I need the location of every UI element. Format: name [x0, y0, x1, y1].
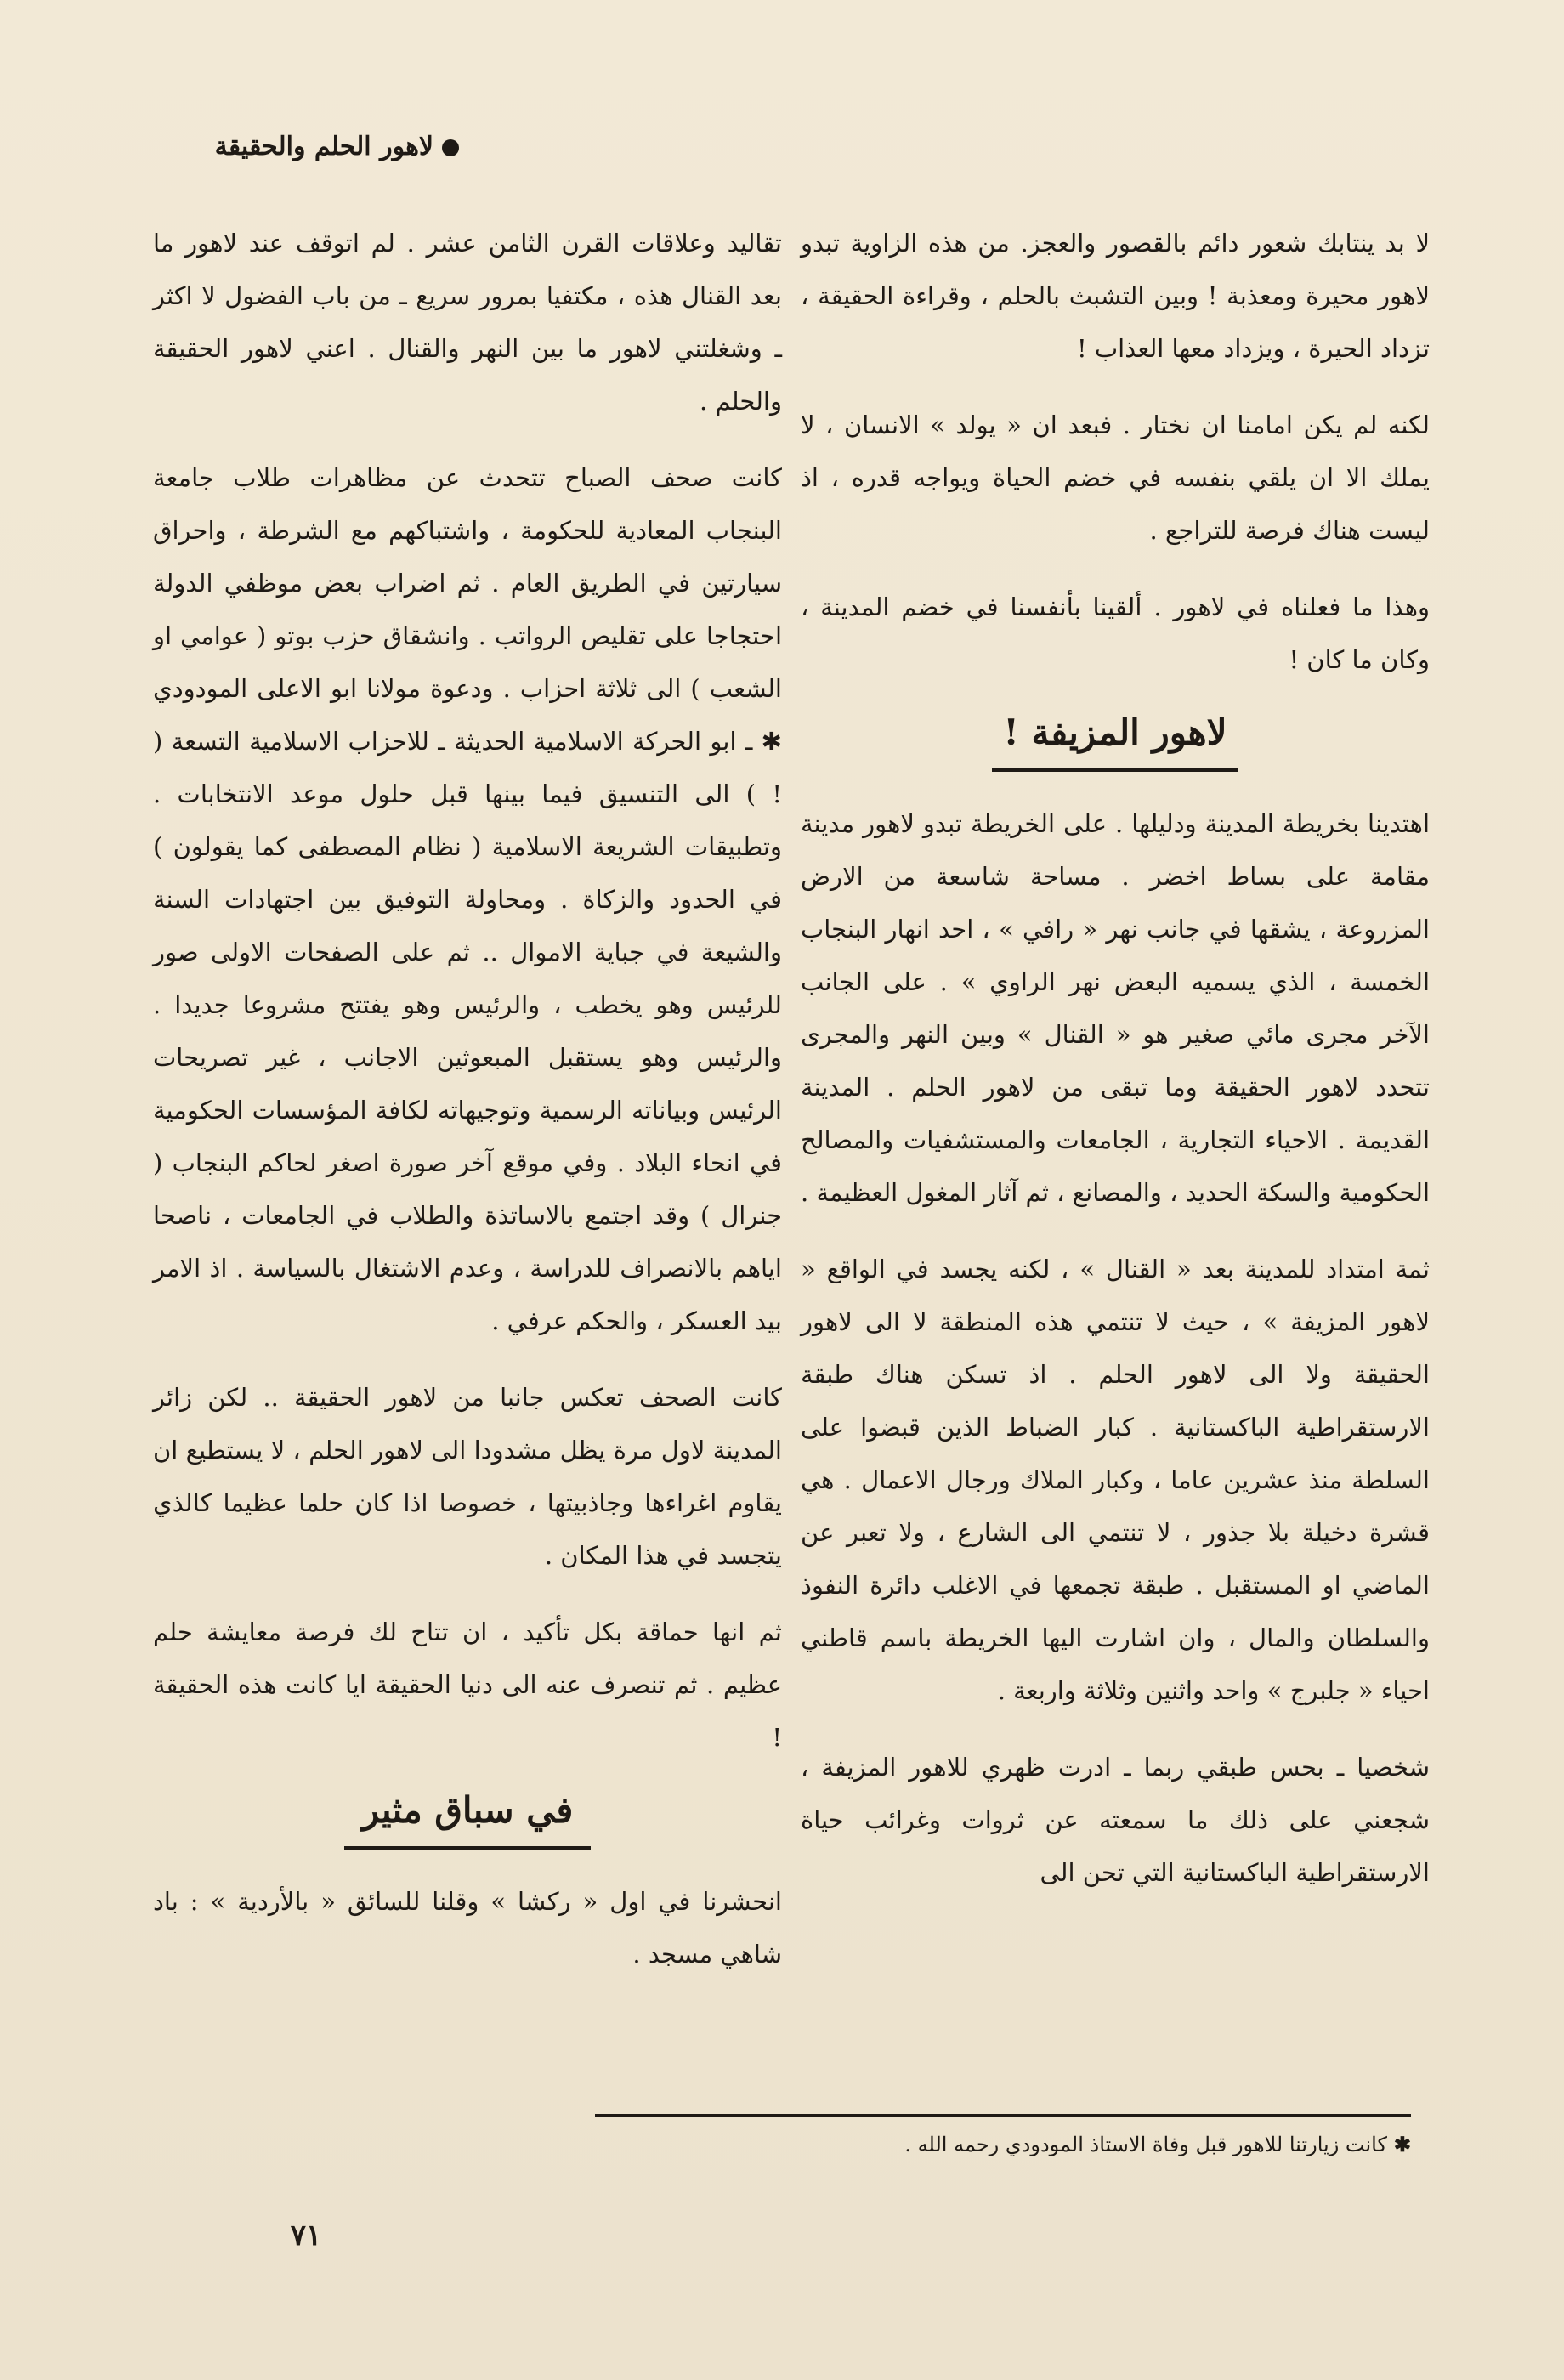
right-column: [801, 217, 1430, 1923]
paragraph: لا بد ينتابك شعور دائم بالقصور والعجز. من هذه الزاوية تبدو لاهور محيرة ومعذبة ! وبين التشبث بالحلم ، وقراءة الحقيقة ، تزداد الحيرة ، ويزداد معها العذاب !: [801, 229, 1430, 363]
left-column: [153, 217, 782, 2004]
running-title: لاهور الحلم والحقيقة: [214, 132, 434, 162]
section-title-exciting-race: في سباق مثير: [361, 1789, 574, 1831]
footnote-rule: [595, 2114, 1411, 2116]
section-rule: [992, 768, 1238, 772]
paragraph: وهذا ما فعلناه في لاهور . ألقينا بأنفسنا في خضم المدينة ، وكان ما كان !: [801, 592, 1430, 674]
paragraph: تقاليد وعلاقات القرن الثامن عشر . لم اتوقف عند لاهور ما بعد القنال هذه ، مكتفيا بمرور سريع ـ من باب الفضول لا اكثر ـ وشغلتني لاهور ما بين النهر والقنال . اعني لاهور الحقيقة والحلم .: [153, 229, 782, 416]
footnote-marker: ✱: [1393, 2132, 1411, 2156]
paragraph: كانت صحف الصباح تتحدث عن مظاهرات طلاب جامعة البنجاب المعادية للحكومة ، واشتباكهم مع الشرطة ، واحراق سيارتين في الطريق العام . ثم اضراب بعض موظفي الدولة احتجاجا على تقليص الرواتب . وانشقاق حزب بوتو ( عوامي او الشعب ) الى ثلاثة احزاب . ودعوة مولانا ابو الاعلى المودودي ✱ ـ ابو الحركة الاسلامية الحديثة ـ للاحزاب الاسلامية التسعة ( ! ) الى التنسيق فيما بينها قبل حلول موعد الانتخابات . وتطبيقات الشريعة الاسلامية ( نظام المصطفى كما يقولون ) في الحدود والزكاة . ومحاولة التوفيق بين اجتهادات السنة والشيعة في جباية الاموال .. ثم على الصفحات الاولى صور للرئيس وهو يخطب ، والرئيس وهو يفتتح مشروعا جديدا . والرئيس وهو يستقبل المبعوثين الاجانب ، غير تصريحات الرئيس وبياناته الرسمية وتوجيهاته لكافة المؤسسات الحكومية في انحاء البلاد . وفي موقع آخر صورة اصغر لحاكم البنجاب ( جنرال ) وقد اجتمع بالاساتذة والطلاب في الجامعات ، ناصحا اياهم بالانصراف للدراسة ، وعدم الاشتغال بالسياسة . اذ الامر بيد العسكر ، والحكم عرفي .: [153, 463, 782, 1335]
paragraph: ثم انها حماقة بكل تأكيد ، ان تتاح لك فرصة معايشة حلم عظيم . ثم تنصرف عنه الى دنيا الحقيقة ايا كانت هذه الحقيقة !: [153, 1618, 782, 1752]
paragraph: اهتدينا بخريطة المدينة ودليلها . على الخريطة تبدو لاهور مدينة مقامة على بساط اخضر . مساحة شاسعة من الارض المزروعة ، يشقها في جانب نهر « رافي » ، احد انهار البنجاب الخمسة ، الذي يسميه البعض نهر الراوي » . على الجانب الآخر مجرى مائي صغير هو « القنال » وبين النهر والمجرى تتحدد لاهور الحقيقة وما تبقى من لاهور الحلم . المدينة القديمة . الاحياء التجارية ، الجامعات والمستشفيات والمصالح الحكومية والسكة الحديد ، والمصانع ، ثم آثار المغول العظيمة .: [801, 808, 1430, 1207]
page-number: ٧١: [290, 2218, 322, 2252]
running-header: [215, 134, 459, 160]
section-title-fake-lahore: لاهور المزيفة !: [1003, 711, 1227, 753]
section-rule: [344, 1846, 591, 1850]
paragraph: انحشرنا في اول « ركشا » وقلنا للسائق « بالأردية » : باد شاهي مسجد .: [153, 1886, 782, 1969]
paragraph: كانت الصحف تعكس جانبا من لاهور الحقيقة .. لكن زائر المدينة لاول مرة يظل مشدودا الى لاهور الحلم ، لا يستطيع ان يقاوم اغراءها وجاذبيتها ، خصوصا اذا كان حلما عظيما كالذي يتجسد في هذا المكان .: [153, 1383, 782, 1570]
footnote-text: كانت زيارتنا للاهور قبل وفاة الاستاذ المودودي رحمه الله .: [904, 2133, 1387, 2156]
footnote: [578, 2129, 1411, 2160]
paragraph: لكنه لم يكن امامنا ان نختار . فبعد ان « يولد » الانسان ، لا يملك الا ان يلقي بنفسه في خضم الحياة ويواجه قدره ، اذ ليست هناك فرصة للتراجع .: [801, 411, 1430, 545]
bullet-icon: [442, 139, 459, 156]
paragraph: ثمة امتداد للمدينة بعد « القنال » ، لكنه يجسد في الواقع « لاهور المزيفة » ، حيث لا تنتمي هذه المنطقة لا الى لاهور الحقيقة ولا الى لاهور الحلم . اذ تسكن هناك طبقة الارستقراطية الباكستانية . كبار الضباط الذين قبضوا على السلطة منذ عشرين عاما ، وكبار الملاك ورجال الاعمال . هي قشرة دخيلة بلا جذور ، لا تنتمي الى الشارع ، ولا تعبر عن الماضي او المستقبل . طبقة تجمعها في الاغلب دائرة النفوذ والسلطان والمال ، وان اشارت اليها الخريطة باسم قاطني احياء « جلبرج » واحد واثنين وثلاثة واربعة .: [801, 1254, 1430, 1705]
paragraph: شخصيا ـ بحس طبقي ربما ـ ادرت ظهري للاهور المزيفة ، شجعني على ذلك ما سمعته عن ثروات وغرائب حياة الارستقراطية الباكستانية التي تحن الى: [801, 1752, 1430, 1887]
